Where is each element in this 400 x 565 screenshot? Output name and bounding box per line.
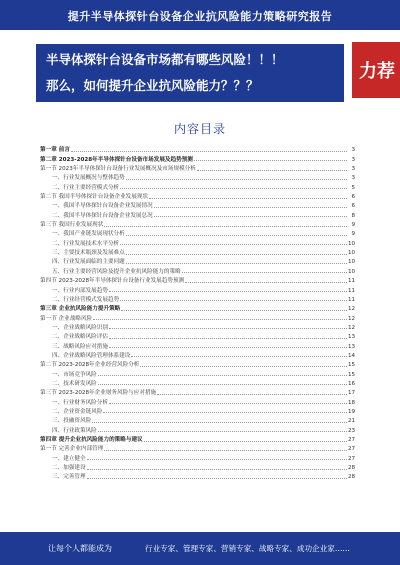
toc-entry[interactable]	[40, 284, 355, 293]
toc-entry[interactable]	[40, 228, 355, 237]
toc-entry-page: 21	[348, 418, 356, 425]
toc-leader-dots	[197, 170, 347, 171]
toc-entry-page: 3	[347, 166, 355, 172]
toc-entry-title: 一、企业战略风险识别	[52, 324, 108, 331]
toc-entry-title: 二、我国半导体探针台设备企业发展总况	[52, 212, 153, 219]
recommend-seal: 力荐	[352, 42, 400, 98]
toc-entry[interactable]	[40, 462, 355, 471]
toc-entry-page: 3	[347, 175, 355, 181]
toc-entry-page: 28	[348, 465, 356, 472]
toc-entry-page: 11	[348, 287, 356, 294]
toc-leader-dots	[126, 263, 347, 264]
toc-entry[interactable]	[40, 312, 355, 321]
toc-entry-title: 二、加强建设	[52, 465, 86, 472]
toc-entry-title: 二、企业战略风险评估	[52, 334, 108, 341]
toc-leader-dots	[109, 291, 347, 292]
toc-entry-title: 第一节 2023年半导体探针台设备行业发展概况及市场规模分析	[40, 166, 196, 173]
toc-entry-page: 12	[348, 315, 356, 322]
toc-leader-dots	[87, 469, 347, 470]
toc-leader-dots	[103, 412, 347, 413]
toc-entry-page: 11	[348, 278, 356, 285]
toc-entry[interactable]	[40, 181, 355, 190]
toc-entry-title: 第二节 2023-2028年企业经营风险分析	[40, 362, 140, 369]
toc-entry-page: 3	[347, 147, 355, 153]
toc-entry-page: 12	[348, 324, 356, 331]
toc-entry-page: 18	[348, 399, 356, 406]
toc-entry[interactable]	[40, 378, 355, 387]
toc-entry-page: 27	[348, 437, 356, 443]
toc-entry-title: 三、战略风险应对措施	[52, 343, 108, 350]
toc-entry-page: 9	[347, 231, 355, 237]
toc-entry-page: 16	[348, 380, 356, 387]
toc-leader-dots	[98, 431, 347, 432]
toc-entry-title: 一、行业内部发展趋势	[52, 287, 108, 294]
toc-entry[interactable]	[40, 368, 355, 377]
hero-headline: 半导体探针台设备市场都有哪些风险！！！	[46, 52, 284, 67]
toc-entry[interactable]	[40, 350, 355, 359]
toc-leader-dots	[98, 375, 347, 376]
toc-entry-title: 一、我国产业链发展现状分析	[52, 231, 125, 238]
report-title: 提升半导体探针台设备企业抗风险能力策略研究报告	[67, 10, 333, 23]
toc-leader-dots	[87, 478, 347, 479]
toc-entry[interactable]	[40, 256, 355, 265]
toc-leader-dots	[131, 356, 347, 357]
toc-entry[interactable]	[40, 443, 355, 452]
toc-entry-page: 19	[348, 408, 356, 415]
toc-entry[interactable]	[40, 303, 355, 312]
toc-leader-dots	[182, 272, 347, 273]
toc-entry-title: 二、技术研发风险	[52, 380, 97, 387]
toc-entry[interactable]	[40, 219, 355, 228]
toc-entry-title: 一、我国半导体探针台设备企业发展情况	[52, 203, 153, 210]
toc-entry-title: 二、企业资金链风险	[52, 408, 103, 415]
toc-entry-title: 第三节 2023-2028年企业财务风险与应对措施	[40, 390, 157, 397]
toc-entry[interactable]	[40, 191, 355, 200]
footer-roles: 行业专家、管理专家、营销专家、战略专家、成功企业家……	[145, 544, 351, 553]
toc-entry-title: 第一节 完善企业内部管理	[40, 446, 104, 453]
hero-subheadline: 那么，如何提升企业抗风险能力？？？	[46, 78, 259, 93]
toc-entry[interactable]	[40, 275, 355, 284]
toc-leader-dots	[120, 300, 347, 301]
toc-entry-title: 第三节 我国行业发展现状	[40, 222, 104, 229]
toc-entry-title: 四、企业战略风险管理体系建设	[52, 352, 131, 359]
toc-entry-title: 第二节 我国半导体探针台设备企业发展现状	[40, 194, 149, 201]
footer-lead: 让每个人都能成为	[48, 544, 112, 553]
toc-entry-page: 9	[347, 222, 355, 228]
toc-entry[interactable]	[40, 471, 355, 480]
toc-entry-page: 15	[348, 362, 356, 369]
table-of-contents	[40, 144, 355, 480]
toc-title: 内容目录	[173, 122, 226, 136]
toc-entry[interactable]	[40, 294, 355, 303]
toc-entry-title: 一、市场竞争风险	[52, 371, 97, 378]
toc-entry-page: 5	[347, 185, 355, 191]
toc-entry-title: 第一章 前言	[40, 147, 70, 154]
toc-entry[interactable]	[40, 265, 355, 274]
toc-entry[interactable]	[40, 396, 355, 405]
toc-entry-page: 10	[348, 240, 356, 247]
toc-entry-title: 第二章 2023-2028年半导体探针台设备市场发展及趋势预测	[40, 156, 193, 163]
toc-entry-page: 10	[348, 250, 356, 257]
bottom-banner	[0, 532, 400, 565]
toc-leader-dots	[120, 244, 347, 245]
toc-leader-dots	[104, 450, 347, 451]
toc-entry[interactable]	[40, 424, 355, 433]
toc-entry[interactable]	[40, 237, 355, 246]
toc-entry[interactable]	[40, 144, 355, 153]
top-banner	[0, 0, 400, 30]
toc-leader-dots	[126, 235, 347, 236]
toc-entry-page: 6	[347, 194, 355, 200]
toc-entry-title: 二、行业主要经营模式分析	[52, 184, 120, 191]
toc-leader-dots	[71, 151, 347, 152]
toc-entry-page: 3	[347, 157, 355, 163]
toc-entry-page: 23	[348, 427, 356, 434]
toc-entry[interactable]	[40, 387, 355, 396]
toc-entry-page: 6	[347, 203, 355, 209]
toc-leader-dots	[126, 254, 347, 255]
toc-entry-title: 一、行业财务风险分析	[52, 399, 108, 406]
toc-entry[interactable]	[40, 452, 355, 461]
toc-entry-page: 11	[348, 296, 356, 303]
toc-leader-dots	[126, 179, 347, 180]
toc-entry-page: 27	[348, 455, 356, 462]
toc-entry-page: 10	[348, 259, 356, 266]
toc-leader-dots	[154, 207, 347, 208]
toc-entry-title: 二、行业发展技术水平分析	[52, 240, 120, 247]
toc-leader-dots	[185, 282, 347, 283]
hero-banner	[0, 44, 400, 102]
toc-leader-dots	[154, 216, 347, 217]
toc-entry-page: 10	[348, 268, 356, 275]
toc-leader-dots	[194, 160, 347, 161]
toc-entry[interactable]	[40, 406, 355, 415]
toc-leader-dots	[144, 441, 347, 442]
toc-entry-title: 四、行业政策风险	[52, 427, 97, 434]
toc-entry-page: 14	[348, 352, 356, 359]
toc-entry[interactable]	[40, 359, 355, 368]
toc-entry-title: 三、投融资风险	[52, 418, 92, 425]
toc-leader-dots	[104, 226, 347, 227]
toc-entry-title: 二、行业经营模式发展趋势	[52, 296, 120, 303]
toc-entry-page: 12	[348, 306, 356, 313]
toc-leader-dots	[92, 422, 347, 423]
toc-entry-title: 一、行业发展概况与整体趋势	[52, 175, 125, 182]
toc-leader-dots	[109, 403, 347, 404]
toc-entry[interactable]	[40, 172, 355, 181]
toc-entry[interactable]	[40, 247, 355, 256]
toc-entry-title: 三、完善管理	[52, 474, 86, 481]
toc-entry[interactable]	[40, 340, 355, 349]
toc-leader-dots	[157, 394, 347, 395]
toc-leader-dots	[98, 384, 347, 385]
toc-leader-dots	[87, 459, 347, 460]
toc-entry[interactable]	[40, 209, 355, 218]
toc-entry[interactable]	[40, 200, 355, 209]
toc-entry-title: 五、行业主要经营风险及提升企业抗风险能力的策略	[52, 268, 181, 275]
toc-entry-page: 28	[348, 474, 356, 481]
toc-entry[interactable]	[40, 415, 355, 424]
toc-entry[interactable]	[40, 434, 355, 443]
toc-entry-page: 13	[348, 343, 356, 350]
toc-entry-page: 15	[348, 371, 356, 378]
toc-entry-page: 13	[348, 334, 356, 341]
toc-leader-dots	[140, 366, 347, 367]
toc-entry-page: 27	[348, 446, 356, 453]
toc-entry[interactable]	[40, 322, 355, 331]
toc-entry[interactable]	[40, 331, 355, 340]
toc-leader-dots	[121, 310, 347, 311]
toc-entry-title: 第一节 企业战略风险	[40, 315, 93, 322]
toc-leader-dots	[120, 188, 347, 189]
toc-leader-dots	[109, 328, 347, 329]
toc-leader-dots	[149, 198, 347, 199]
toc-leader-dots	[93, 319, 347, 320]
toc-entry-title: 四、行业发展面临的主要问题	[52, 259, 125, 266]
toc-entry-page: 8	[347, 213, 355, 219]
toc-entry-title: 一、建立健全	[52, 455, 86, 462]
toc-leader-dots	[109, 347, 347, 348]
toc-entry-title: 第三章 企业抗风险能力提升策略	[40, 306, 121, 313]
toc-entry[interactable]	[40, 163, 355, 172]
toc-entry-title: 第四章 提升企业抗风险能力的策略与建议	[40, 437, 143, 443]
toc-leader-dots	[109, 338, 347, 339]
toc-entry[interactable]	[40, 153, 355, 162]
toc-entry-page: 17	[348, 390, 356, 397]
toc-entry-title: 三、主要技术瓶颈及发展难点	[52, 250, 125, 257]
toc-entry-title: 第四节 2023-2028年半导体探针台设备行业发展趋势预测	[40, 278, 185, 285]
